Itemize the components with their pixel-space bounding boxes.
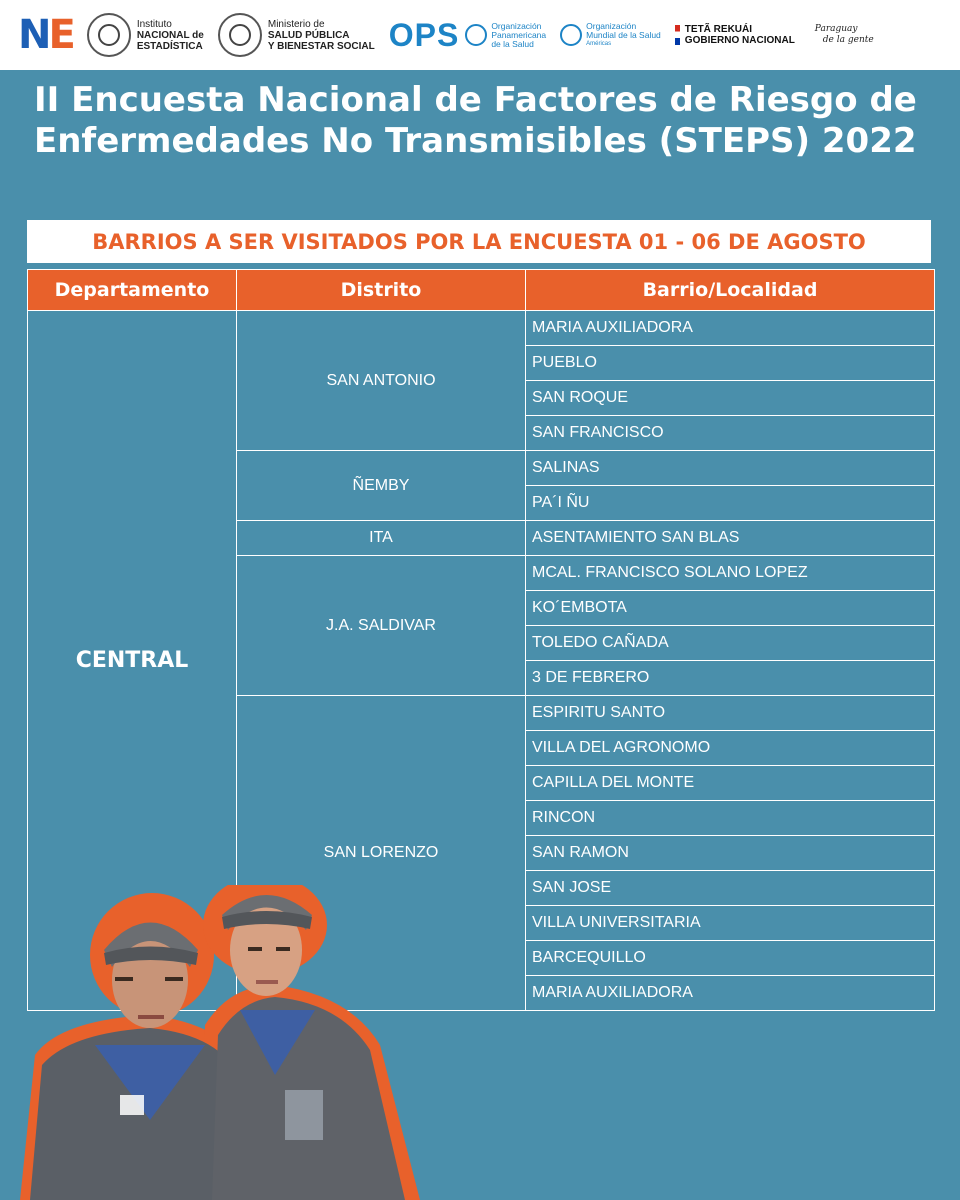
barrio-cell: CAPILLA DEL MONTE bbox=[526, 766, 935, 801]
paraguay-seal-icon bbox=[218, 13, 262, 57]
barrio-cell: KO´EMBOTA bbox=[526, 591, 935, 626]
subtitle-banner: BARRIOS A SER VISITADOS POR LA ENCUESTA 01 - 06 DE AGOSTO bbox=[27, 220, 931, 263]
barrio-cell: SAN ROQUE bbox=[526, 381, 935, 416]
barrio-cell: PUEBLO bbox=[526, 346, 935, 381]
ops-logo: OPS Organización Panamericana de la Salud bbox=[388, 16, 547, 53]
header-barrio: Barrio/Localidad bbox=[526, 270, 935, 311]
barrio-cell: MCAL. FRANCISCO SOLANO LOPEZ bbox=[526, 556, 935, 591]
flag-icon bbox=[675, 25, 680, 45]
distrito-cell: ÑEMBY bbox=[237, 451, 526, 521]
barrio-cell: TOLEDO CAÑADA bbox=[526, 626, 935, 661]
barrio-cell: VILLA DEL AGRONOMO bbox=[526, 731, 935, 766]
ine-name-logo: Instituto NACIONAL de ESTADÍSTICA bbox=[87, 13, 204, 57]
ministry-logo: Ministerio de SALUD PÚBLICA Y BIENESTAR SOCIAL bbox=[218, 13, 375, 57]
barrio-cell: BARCEQUILLO bbox=[526, 941, 935, 976]
who-emblem-icon bbox=[560, 24, 582, 46]
ine-logo bbox=[18, 12, 73, 58]
barrio-cell: PA´I ÑU bbox=[526, 486, 935, 521]
distrito-cell: J.A. SALDIVAR bbox=[237, 556, 526, 696]
barrio-cell: RINCON bbox=[526, 801, 935, 836]
header-departamento: Departamento bbox=[28, 270, 237, 311]
barrio-cell: SALINAS bbox=[526, 451, 935, 486]
departamento-cell: CENTRAL bbox=[28, 311, 237, 1011]
barrio-cell: ESPIRITU SANTO bbox=[526, 696, 935, 731]
logo-band bbox=[0, 0, 960, 70]
distrito-cell: SAN LORENZO bbox=[237, 696, 526, 1011]
barrio-cell: 3 DE FEBRERO bbox=[526, 661, 935, 696]
paraguay-seal-icon bbox=[87, 13, 131, 57]
table-header-row bbox=[28, 270, 935, 311]
globe-icon bbox=[465, 24, 487, 46]
ine-logo-mark: NE bbox=[18, 12, 73, 58]
page-title: II Encuesta Nacional de Factores de Riesgo de Enfermedades No Transmisibles (STEPS) 2022 bbox=[34, 80, 917, 161]
barrio-cell: MARIA AUXILIADORA bbox=[526, 976, 935, 1011]
table-row bbox=[28, 311, 935, 346]
barrio-cell: ASENTAMIENTO SAN BLAS bbox=[526, 521, 935, 556]
distrito-cell: SAN ANTONIO bbox=[237, 311, 526, 451]
paraguay-de-la-gente-logo: Paraguay de la gente bbox=[814, 24, 874, 45]
surveyors-photo bbox=[0, 885, 430, 1200]
barrio-cell: SAN RAMON bbox=[526, 836, 935, 871]
barrio-cell: VILLA UNIVERSITARIA bbox=[526, 906, 935, 941]
distrito-cell: ITA bbox=[237, 521, 526, 556]
barrio-cell: MARIA AUXILIADORA bbox=[526, 311, 935, 346]
barrio-cell: SAN FRANCISCO bbox=[526, 416, 935, 451]
gobierno-logo: TETÃ REKUÁI GOBIERNO NACIONAL bbox=[675, 24, 795, 46]
barrio-cell: SAN JOSE bbox=[526, 871, 935, 906]
header-distrito: Distrito bbox=[237, 270, 526, 311]
oms-logo: Organización Mundial de la Salud Américas bbox=[560, 22, 661, 49]
